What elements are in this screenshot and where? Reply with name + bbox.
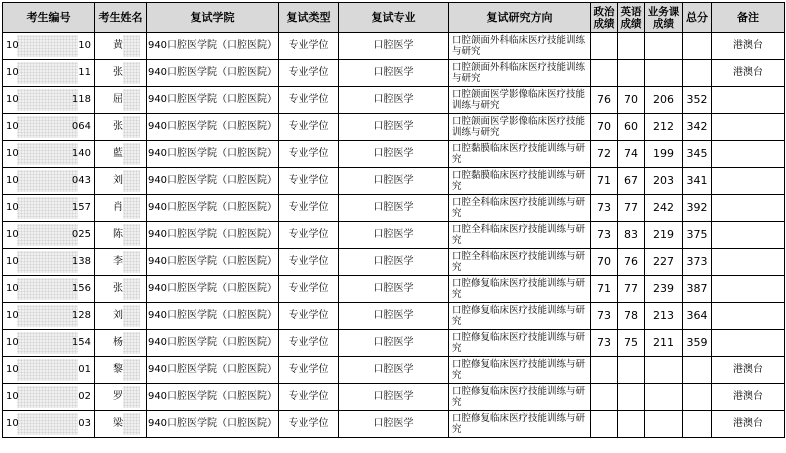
cell-direction: 口腔黏膜临床医疗技能训练与研究	[449, 168, 591, 195]
cell-college: 940口腔医学院（口腔医院）	[147, 195, 279, 222]
cell-major: 口腔医学	[339, 330, 449, 357]
name-surname: 黄	[113, 40, 123, 51]
cell-type: 专业学位	[279, 114, 339, 141]
cell-politics: 71	[591, 168, 618, 195]
redaction-mask	[123, 62, 140, 84]
cell-id	[3, 357, 95, 384]
cell-course	[645, 411, 683, 438]
cell-english: 76	[618, 249, 645, 276]
cell-note	[712, 195, 785, 222]
header-politics: 政治成绩	[591, 3, 618, 33]
cell-name	[95, 60, 147, 87]
cell-politics: 70	[591, 249, 618, 276]
cell-course: 211	[645, 330, 683, 357]
name-surname: 黎	[113, 364, 123, 375]
cell-note: 港澳台	[712, 384, 785, 411]
name-surname: 梁	[113, 418, 123, 429]
cell-note: 港澳台	[712, 411, 785, 438]
cell-direction: 口腔修复临床医疗技能训练与研究	[449, 384, 591, 411]
cell-type: 专业学位	[279, 357, 339, 384]
header-note: 备注	[712, 3, 785, 33]
cell-id	[3, 222, 95, 249]
cell-total: 341	[683, 168, 712, 195]
cell-type: 专业学位	[279, 60, 339, 87]
cell-id	[3, 249, 95, 276]
redaction-mask	[123, 197, 140, 219]
cell-total: 364	[683, 303, 712, 330]
cell-major: 口腔医学	[339, 87, 449, 114]
cell-english: 83	[618, 222, 645, 249]
name-surname: 张	[113, 67, 123, 78]
cell-type: 专业学位	[279, 249, 339, 276]
redaction-mask	[17, 35, 78, 57]
cell-major: 口腔医学	[339, 168, 449, 195]
id-prefix: 10	[6, 364, 19, 375]
cell-college: 940口腔医学院（口腔医院）	[147, 249, 279, 276]
cell-direction: 口腔全科临床医疗技能训练与研究	[449, 195, 591, 222]
cell-type: 专业学位	[279, 384, 339, 411]
table-row	[3, 33, 785, 60]
redaction-mask	[17, 224, 78, 246]
cell-name	[95, 276, 147, 303]
cell-type: 专业学位	[279, 33, 339, 60]
cell-english: 77	[618, 195, 645, 222]
id-prefix: 10	[6, 418, 19, 429]
cell-total: 392	[683, 195, 712, 222]
cell-id	[3, 411, 95, 438]
cell-politics: 76	[591, 87, 618, 114]
redaction-mask	[123, 170, 140, 192]
cell-total: 342	[683, 114, 712, 141]
redaction-mask	[17, 305, 78, 327]
name-surname: 张	[113, 283, 123, 294]
id-prefix: 10	[6, 67, 19, 78]
table-row	[3, 168, 785, 195]
cell-note: 港澳台	[712, 357, 785, 384]
cell-english: 77	[618, 276, 645, 303]
name-surname: 罗	[113, 391, 123, 402]
id-prefix: 10	[6, 391, 19, 402]
id-prefix: 10	[6, 148, 19, 159]
header-id: 考生编号	[3, 3, 95, 33]
cell-major: 口腔医学	[339, 114, 449, 141]
id-prefix: 10	[6, 229, 19, 240]
cell-note	[712, 249, 785, 276]
cell-note	[712, 330, 785, 357]
cell-college: 940口腔医学院（口腔医院）	[147, 87, 279, 114]
cell-type: 专业学位	[279, 303, 339, 330]
id-prefix: 10	[6, 121, 19, 132]
cell-id	[3, 87, 95, 114]
id-suffix: 118	[71, 94, 91, 105]
cell-major: 口腔医学	[339, 357, 449, 384]
id-suffix: 043	[71, 175, 91, 186]
cell-course: 199	[645, 141, 683, 168]
cell-politics	[591, 411, 618, 438]
cell-id	[3, 303, 95, 330]
id-suffix: 140	[71, 148, 91, 159]
redaction-mask	[123, 143, 140, 165]
cell-name	[95, 168, 147, 195]
cell-politics	[591, 60, 618, 87]
cell-english: 75	[618, 330, 645, 357]
cell-id	[3, 141, 95, 168]
cell-college: 940口腔医学院（口腔医院）	[147, 168, 279, 195]
cell-major: 口腔医学	[339, 384, 449, 411]
id-prefix: 10	[6, 337, 19, 348]
cell-name	[95, 87, 147, 114]
redaction-mask	[123, 359, 140, 381]
cell-name	[95, 303, 147, 330]
redaction-mask	[17, 197, 78, 219]
cell-type: 专业学位	[279, 87, 339, 114]
cell-course: 239	[645, 276, 683, 303]
id-suffix: 154	[71, 337, 91, 348]
table-row	[3, 303, 785, 330]
cell-total: 345	[683, 141, 712, 168]
cell-direction: 口腔修复临床医疗技能训练与研究	[449, 330, 591, 357]
name-surname: 杨	[113, 337, 123, 348]
cell-politics: 71	[591, 276, 618, 303]
redaction-mask	[123, 89, 140, 111]
cell-politics: 73	[591, 303, 618, 330]
cell-id	[3, 384, 95, 411]
cell-type: 专业学位	[279, 222, 339, 249]
cell-type: 专业学位	[279, 141, 339, 168]
name-surname: 刘	[113, 310, 123, 321]
id-prefix: 10	[6, 283, 19, 294]
cell-type: 专业学位	[279, 195, 339, 222]
cell-direction: 口腔颌面外科临床医疗技能训练与研究	[449, 33, 591, 60]
redaction-mask	[123, 224, 140, 246]
cell-id	[3, 33, 95, 60]
cell-english: 67	[618, 168, 645, 195]
cell-major: 口腔医学	[339, 60, 449, 87]
cell-english	[618, 60, 645, 87]
id-prefix: 10	[6, 175, 19, 186]
cell-english	[618, 384, 645, 411]
cell-course: 219	[645, 222, 683, 249]
cell-id	[3, 330, 95, 357]
name-surname: 刘	[113, 175, 123, 186]
table-row	[3, 60, 785, 87]
cell-total	[683, 357, 712, 384]
cell-direction: 口腔全科临床医疗技能训练与研究	[449, 249, 591, 276]
cell-name	[95, 222, 147, 249]
table-row	[3, 330, 785, 357]
cell-total: 387	[683, 276, 712, 303]
id-suffix: 02	[78, 391, 91, 402]
cell-total: 375	[683, 222, 712, 249]
table-row	[3, 249, 785, 276]
cell-note	[712, 303, 785, 330]
cell-note: 港澳台	[712, 60, 785, 87]
cell-college: 940口腔医学院（口腔医院）	[147, 384, 279, 411]
id-suffix: 138	[71, 256, 91, 267]
cell-total: 352	[683, 87, 712, 114]
cell-name	[95, 33, 147, 60]
id-suffix: 10	[78, 40, 91, 51]
cell-college: 940口腔医学院（口腔医院）	[147, 330, 279, 357]
table-row	[3, 384, 785, 411]
cell-course: 203	[645, 168, 683, 195]
cell-english	[618, 33, 645, 60]
id-prefix: 10	[6, 202, 19, 213]
cell-politics: 73	[591, 195, 618, 222]
redaction-mask	[17, 89, 78, 111]
cell-total	[683, 411, 712, 438]
cell-course: 213	[645, 303, 683, 330]
score-table	[2, 2, 785, 438]
cell-course: 206	[645, 87, 683, 114]
cell-total: 373	[683, 249, 712, 276]
table-row	[3, 87, 785, 114]
redaction-mask	[17, 251, 78, 273]
redaction-mask	[123, 278, 140, 300]
cell-college: 940口腔医学院（口腔医院）	[147, 357, 279, 384]
cell-course: 212	[645, 114, 683, 141]
cell-name	[95, 357, 147, 384]
cell-total: 359	[683, 330, 712, 357]
redaction-mask	[123, 251, 140, 273]
cell-politics	[591, 33, 618, 60]
cell-direction: 口腔黏膜临床医疗技能训练与研究	[449, 141, 591, 168]
redaction-mask	[123, 35, 140, 57]
cell-direction: 口腔颌面外科临床医疗技能训练与研究	[449, 60, 591, 87]
cell-name	[95, 141, 147, 168]
redaction-mask	[17, 116, 78, 138]
cell-note	[712, 87, 785, 114]
name-surname: 张	[113, 121, 123, 132]
header-row	[3, 3, 785, 33]
header-name: 考生姓名	[95, 3, 147, 33]
name-surname: 李	[113, 256, 123, 267]
cell-note	[712, 276, 785, 303]
cell-note: 港澳台	[712, 33, 785, 60]
redaction-mask	[17, 170, 78, 192]
cell-name	[95, 330, 147, 357]
cell-type: 专业学位	[279, 330, 339, 357]
table-row	[3, 357, 785, 384]
cell-course: 227	[645, 249, 683, 276]
cell-type: 专业学位	[279, 276, 339, 303]
cell-name	[95, 114, 147, 141]
cell-note	[712, 222, 785, 249]
cell-note	[712, 141, 785, 168]
cell-direction: 口腔修复临床医疗技能训练与研究	[449, 276, 591, 303]
id-suffix: 128	[71, 310, 91, 321]
cell-college: 940口腔医学院（口腔医院）	[147, 276, 279, 303]
cell-major: 口腔医学	[339, 303, 449, 330]
cell-direction: 口腔颌面医学影像临床医疗技能训练与研究	[449, 114, 591, 141]
cell-name	[95, 195, 147, 222]
redaction-mask	[17, 62, 78, 84]
header-type: 复试类型	[279, 3, 339, 33]
cell-course	[645, 384, 683, 411]
cell-course: 242	[645, 195, 683, 222]
cell-politics: 73	[591, 222, 618, 249]
redaction-mask	[123, 305, 140, 327]
redaction-mask	[17, 332, 78, 354]
id-prefix: 10	[6, 310, 19, 321]
name-surname: 屈	[113, 94, 123, 105]
id-suffix: 11	[78, 67, 91, 78]
cell-college: 940口腔医学院（口腔医院）	[147, 141, 279, 168]
cell-direction: 口腔修复临床医疗技能训练与研究	[449, 357, 591, 384]
cell-english: 70	[618, 87, 645, 114]
cell-politics	[591, 357, 618, 384]
redaction-mask	[123, 413, 140, 435]
cell-id	[3, 60, 95, 87]
cell-direction: 口腔修复临床医疗技能训练与研究	[449, 411, 591, 438]
cell-note	[712, 168, 785, 195]
cell-major: 口腔医学	[339, 222, 449, 249]
id-prefix: 10	[6, 40, 19, 51]
redaction-mask	[123, 332, 140, 354]
header-major: 复试专业	[339, 3, 449, 33]
cell-college: 940口腔医学院（口腔医院）	[147, 411, 279, 438]
cell-politics: 72	[591, 141, 618, 168]
id-suffix: 156	[71, 283, 91, 294]
cell-total	[683, 384, 712, 411]
cell-name	[95, 384, 147, 411]
name-surname: 肖	[113, 202, 123, 213]
cell-college: 940口腔医学院（口腔医院）	[147, 222, 279, 249]
cell-name	[95, 411, 147, 438]
cell-note	[712, 114, 785, 141]
cell-course	[645, 33, 683, 60]
id-suffix: 01	[78, 364, 91, 375]
id-suffix: 03	[78, 418, 91, 429]
header-direction: 复试研究方向	[449, 3, 591, 33]
table-row	[3, 411, 785, 438]
header-college: 复试学院	[147, 3, 279, 33]
cell-college: 940口腔医学院（口腔医院）	[147, 33, 279, 60]
cell-major: 口腔医学	[339, 276, 449, 303]
header-course: 业务课成绩	[645, 3, 683, 33]
table-row	[3, 222, 785, 249]
redaction-mask	[123, 116, 140, 138]
cell-course	[645, 357, 683, 384]
cell-total	[683, 33, 712, 60]
redaction-mask	[17, 143, 78, 165]
cell-politics	[591, 384, 618, 411]
cell-direction: 口腔颌面医学影像临床医疗技能训练与研究	[449, 87, 591, 114]
id-prefix: 10	[6, 94, 19, 105]
id-suffix: 025	[71, 229, 91, 240]
table-row	[3, 141, 785, 168]
header-total: 总分	[683, 3, 712, 33]
redaction-mask	[17, 359, 78, 381]
cell-major: 口腔医学	[339, 141, 449, 168]
table-row	[3, 276, 785, 303]
cell-college: 940口腔医学院（口腔医院）	[147, 303, 279, 330]
table-row	[3, 114, 785, 141]
name-surname: 陈	[113, 229, 123, 240]
cell-politics: 73	[591, 330, 618, 357]
cell-college: 940口腔医学院（口腔医院）	[147, 114, 279, 141]
cell-type: 专业学位	[279, 168, 339, 195]
cell-id	[3, 168, 95, 195]
cell-major: 口腔医学	[339, 249, 449, 276]
cell-major: 口腔医学	[339, 33, 449, 60]
redaction-mask	[123, 386, 140, 408]
cell-english: 60	[618, 114, 645, 141]
name-surname: 藍	[113, 148, 123, 159]
cell-politics: 70	[591, 114, 618, 141]
redaction-mask	[17, 413, 78, 435]
cell-english: 78	[618, 303, 645, 330]
cell-major: 口腔医学	[339, 195, 449, 222]
id-suffix: 064	[71, 121, 91, 132]
cell-english	[618, 411, 645, 438]
cell-college: 940口腔医学院（口腔医院）	[147, 60, 279, 87]
cell-name	[95, 249, 147, 276]
table-row	[3, 195, 785, 222]
cell-english	[618, 357, 645, 384]
cell-id	[3, 114, 95, 141]
cell-direction: 口腔修复临床医疗技能训练与研究	[449, 303, 591, 330]
cell-type: 专业学位	[279, 411, 339, 438]
id-prefix: 10	[6, 256, 19, 267]
cell-id	[3, 276, 95, 303]
redaction-mask	[17, 278, 78, 300]
cell-direction: 口腔全科临床医疗技能训练与研究	[449, 222, 591, 249]
id-suffix: 157	[71, 202, 91, 213]
cell-course	[645, 60, 683, 87]
cell-english: 74	[618, 141, 645, 168]
cell-major: 口腔医学	[339, 411, 449, 438]
cell-id	[3, 195, 95, 222]
redaction-mask	[17, 386, 78, 408]
cell-total	[683, 60, 712, 87]
header-english: 英语成绩	[618, 3, 645, 33]
